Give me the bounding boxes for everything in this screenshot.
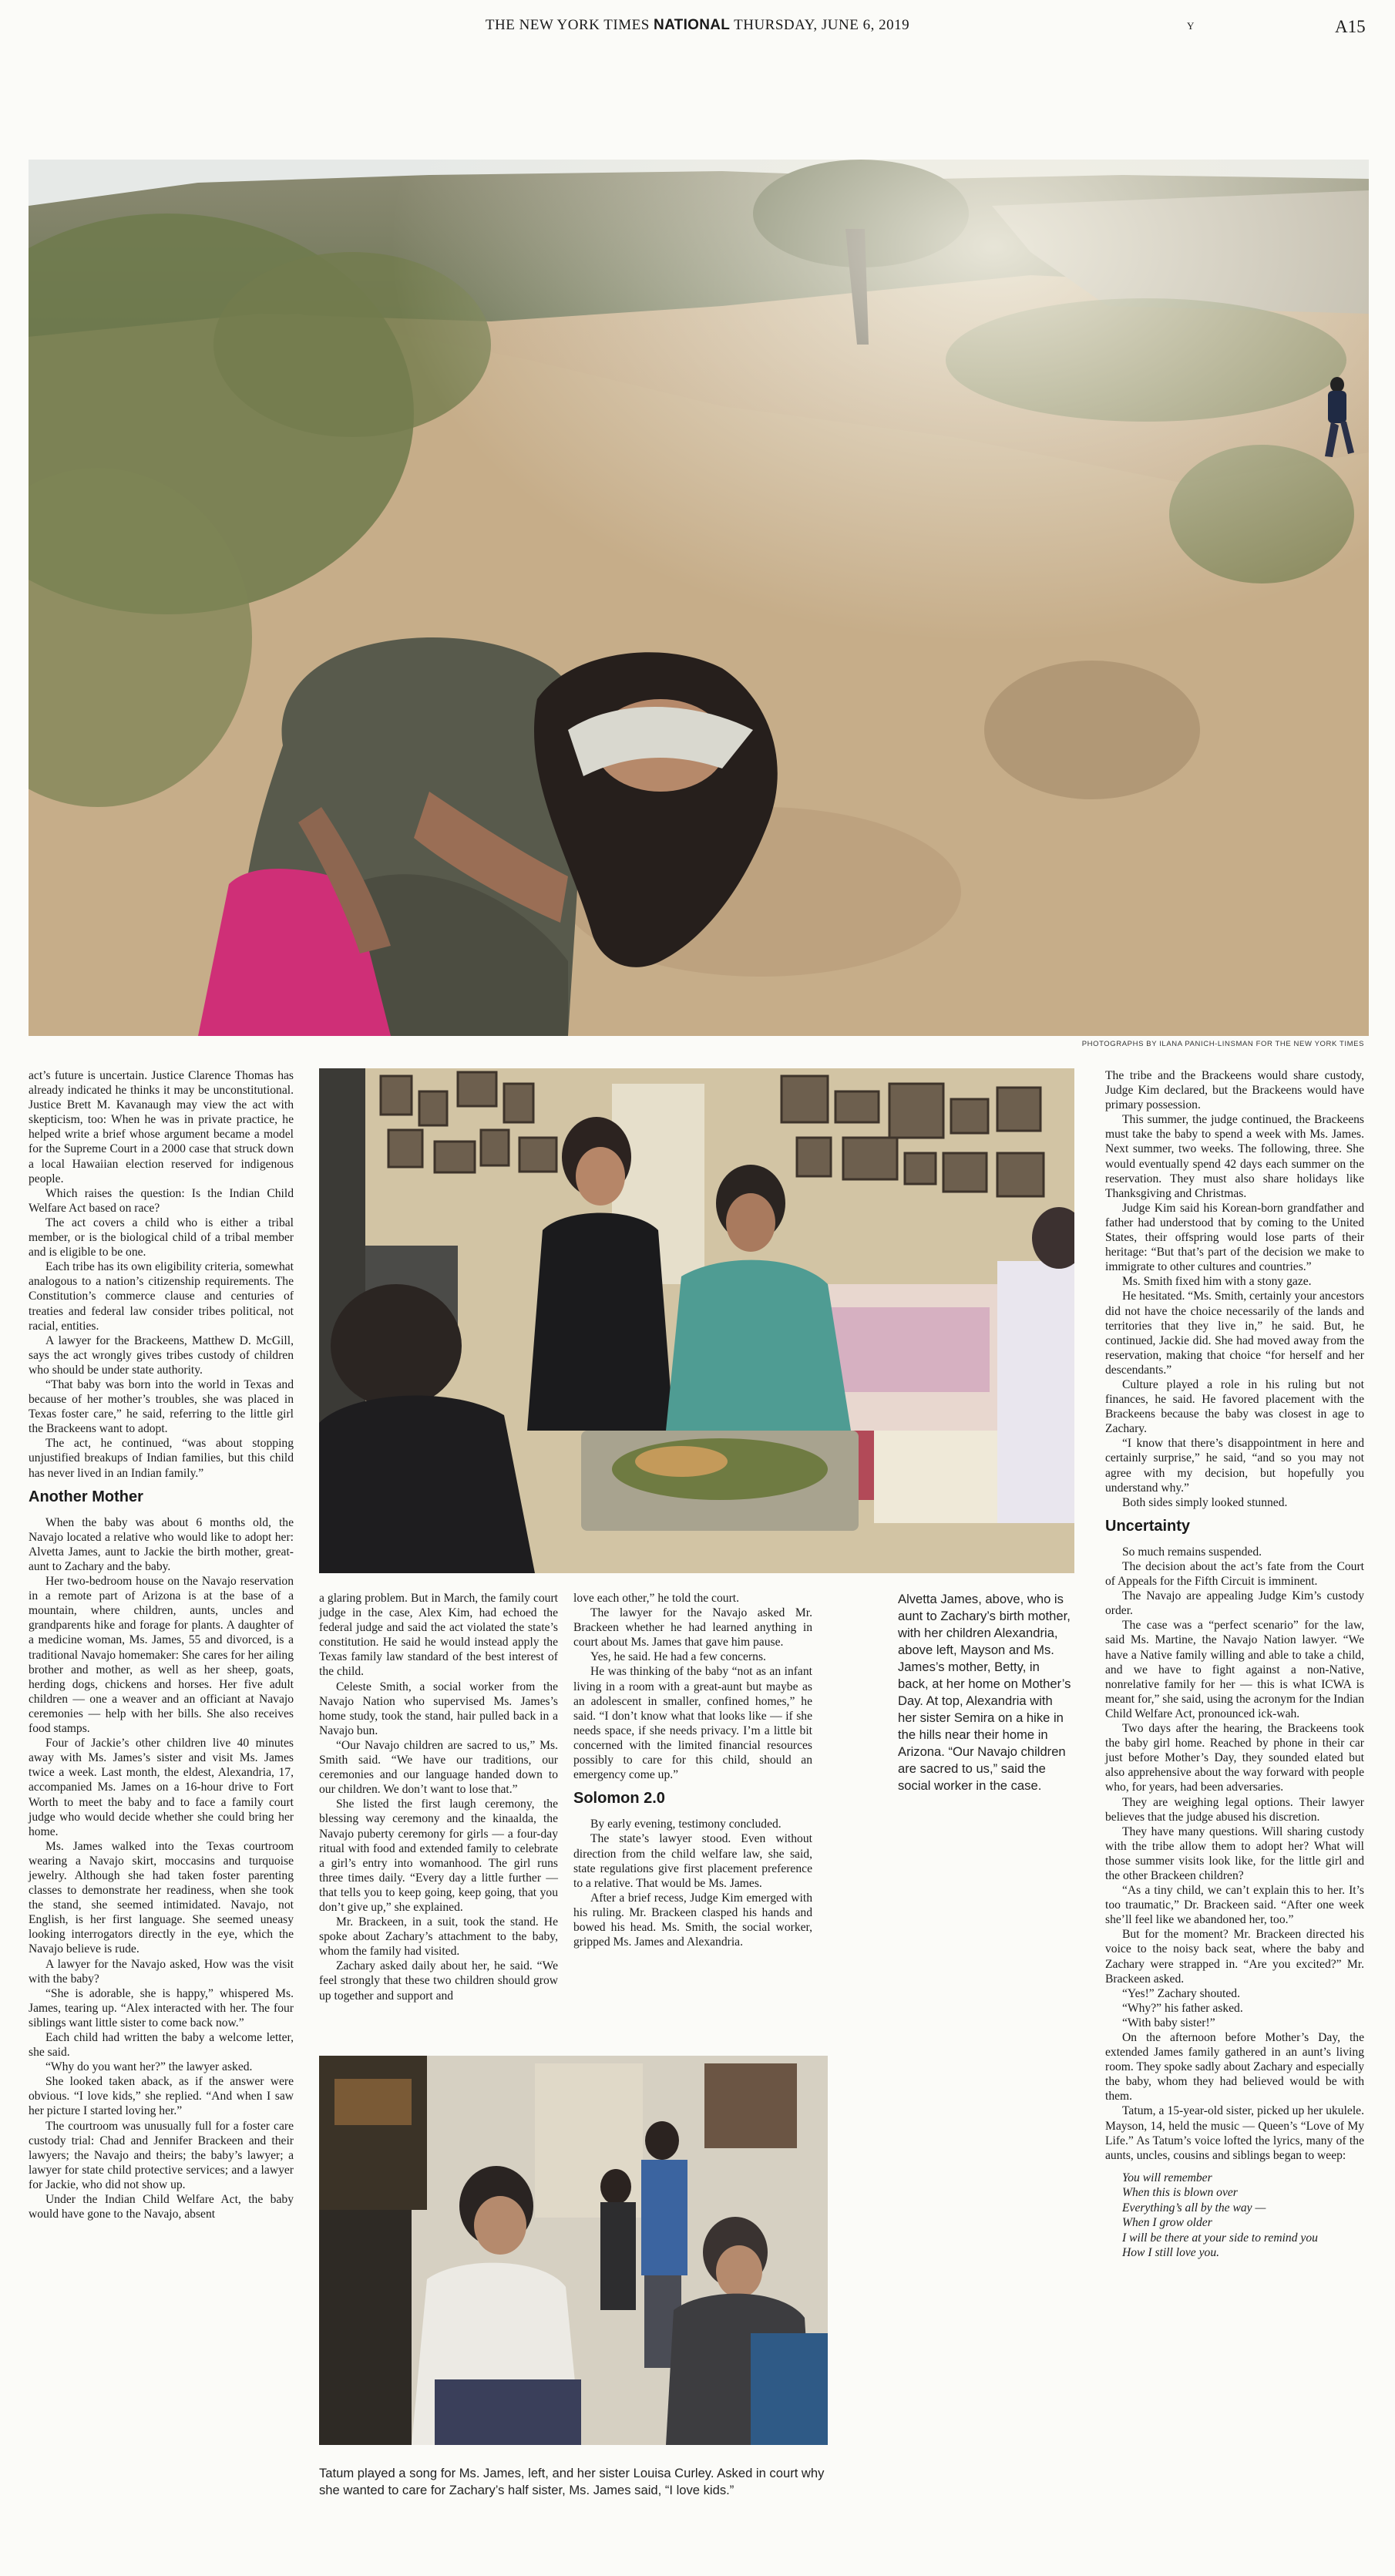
- paragraph: The tribe and the Brackeens would share custody, Judge Kim declared, but the Brackeens would have primary possession.: [1105, 1069, 1364, 1112]
- photo-credit: PHOTOGRAPHS BY ILANA PANICH-LINSMAN FOR THE NEW YORK TIMES: [1081, 1040, 1364, 1048]
- paragraph: A lawyer for the Brackeens, Matthew D. McGill, says the act wrongly gives tribes custody of children who should be under state authority.: [29, 1333, 294, 1377]
- article-column-1: [29, 1068, 294, 2221]
- paragraph: He hesitated. “Ms. Smith, certainly your ancestors did not have the choice necessarily of the lands and territories that they live in,” he said. But, he continued, Jackie did. She had moved away from the reservation, making that choice “for herself and her descendants.”: [1105, 1290, 1364, 1377]
- paragraph: So much remains suspended.: [1122, 1545, 1262, 1559]
- paragraph: Which raises the question: Is the Indian Child Welfare Act based on race?: [29, 1186, 294, 1215]
- paragraph: Culture played a role in his ruling but not finances, he said. He favored placement with the Brackeens because the baby was closest in age to Zachary.: [1105, 1377, 1364, 1436]
- paragraph: “I know that there’s disappointment in here and certainly surprise,” he said, “and so you may not agree with my decision, but hopefully you understand why.”: [1105, 1437, 1364, 1495]
- paragraph: Tatum, a 15-year-old sister, picked up her ukulele. Mayson, 14, held the music — Queen’s “Love of My Life.” As Tatum’s voice lofted the lyrics, many of the aunts, uncles, cousins and siblings began to weep:: [1105, 2104, 1364, 2162]
- masthead-line: [0, 17, 1395, 34]
- paragraph: The decision about the act’s fate from the Court of Appeals for the Fifth Circuit is imminent.: [1105, 1560, 1364, 1589]
- paragraph: He was thinking of the baby “not as an infant living in a room with a great-aunt but maybe as an adolescent in smaller, confined homes,” he said. “I don’t know what that looks like — if she needs space, if she needs privacy. I’m a little bit concerned with the limited financial resources possibly to care for this child, should an emergency come up.”: [573, 1665, 812, 1782]
- photo-family-mothers-day: [319, 1068, 1074, 1573]
- paragraph: Each tribe has its own eligibility criteria, somewhat analogous to a nation’s citizenship requirements. The Constitution’s commerce clause and centuries of treaties and federal law consider tribes political, not racial, entities.: [29, 1260, 294, 1333]
- paragraph: After a brief recess, Judge Kim emerged with his ruling. Mr. Brackeen clasped his hands and bowed his head. Ms. Smith, the social worker, gripped Ms. James and Alexandria.: [573, 1891, 812, 1949]
- lyric-line: Everything’s all by the way —: [1122, 2201, 1266, 2214]
- masthead-edition-mark: Y: [1187, 20, 1195, 32]
- paragraph: Two days after the hearing, the Brackeens took the baby girl home. Reached by phone in their car just before Mother’s Day, they sounded elated but also apprehensive about the way forward with people who, for years, had been adversaries.: [1105, 1722, 1364, 1794]
- paragraph: Ms. Smith fixed him with a stony gaze.: [1122, 1275, 1312, 1289]
- lyric-line: I will be there at your side to remind you: [1122, 2231, 1318, 2245]
- paragraph: love each other,” he told the court.: [573, 1592, 740, 1605]
- paragraph: Yes, he said. He had a few concerns.: [590, 1650, 766, 1664]
- paragraph: a glaring problem. But in March, the family court judge in the case, Alex Kim, had echoed the federal judge and said the act violated the state’s constitution. He said he would instead apply the Texas family law standard of the best interest of the child.: [319, 1592, 558, 1679]
- paragraph: “Our Navajo children are sacred to us,” Ms. Smith said. “We have our traditions, our ceremonies and our language handed down to our children. We don’t want to lose that.”: [319, 1738, 558, 1797]
- masthead-section: NATIONAL: [654, 17, 731, 33]
- photo-ukulele-song: [319, 2056, 828, 2445]
- page-number: A15: [1335, 17, 1366, 36]
- paragraph: They have many questions. Will sharing custody with the tribe allow them to adopt her? What will those summer visits look like, for the little girl and the other Brackeen children?: [1105, 1824, 1364, 1882]
- hero-photo-hug: [29, 160, 1369, 1036]
- subhead-another-mother: Another Mother: [29, 1488, 143, 1505]
- subhead-uncertainty: Uncertainty: [1105, 1517, 1191, 1535]
- paragraph: Both sides simply looked stunned.: [1122, 1495, 1288, 1509]
- masthead-paper: THE NEW YORK TIMES: [485, 17, 650, 33]
- paragraph: By early evening, testimony concluded.: [590, 1818, 782, 1831]
- paragraph: The case was a “perfect scenario” for the law, said Ms. Martine, the Navajo Nation lawyer. “We have a Native family willing and able to take a child, and we have to fight against a non-Native, nonrelative family for her — this is what ICWA is meant for,” she said, using the acronym for the Indian Child Welfare Act, pronounced ick-wah.: [1105, 1619, 1364, 1720]
- article-column-2: [319, 1591, 558, 2003]
- paragraph: “With baby sister!”: [1122, 2016, 1215, 2030]
- paragraph: act’s future is uncertain. Justice Clarence Thomas has already indicated he thinks it may be unconstitutional. Justice Brett M. Kavanaugh may view the act with skepticism, too: When he was in private practice, he helped write a brief whose argument became a model for the Supreme Court in a 2000 case that struck down a local Hawaiian election reserved for indigenous people.: [29, 1069, 294, 1185]
- lyric-line: When this is blown over: [1122, 2186, 1238, 2200]
- paragraph: This summer, the judge continued, the Brackeens must take the baby to spend a week with Ms. James. Next summer, two weeks. The following, three. She would eventually spend 42 days each summer on the reservation. They must also share holidays like Thanksgiving and Christmas.: [1105, 1113, 1364, 1200]
- paragraph: The lawyer for the Navajo asked Mr. Brackeen whether he had learned anything in court about Ms. James that gave him pause.: [573, 1606, 812, 1650]
- masthead-date: THURSDAY, JUNE 6, 2019: [734, 17, 910, 33]
- article-column-3: [573, 1591, 812, 1949]
- paragraph: The act, he continued, “was about stopping unjustified breakups of Indian families, but this child has never lived in an Indian family.”: [29, 1437, 294, 1480]
- paragraph: The courtroom was unusually full for a foster care custody trial: Chad and Jennifer Brackeen and their lawyers; the Navajo and theirs; the baby’s lawyer; a lawyer for state child protective services; and a lawyer for Jackie, who did not show up.: [29, 2119, 294, 2191]
- paragraph: Mr. Brackeen, in a suit, took the stand. He spoke about Zachary’s attachment to the baby, whom the family had visited.: [319, 1915, 558, 1959]
- lyric-line: How I still love you.: [1122, 2246, 1220, 2260]
- paragraph: Celeste Smith, a social worker from the Navajo Nation who supervised Ms. James’s home study, took the stand, hair pulled back in a Navajo bun.: [319, 1680, 558, 1737]
- paragraph: Under the Indian Child Welfare Act, the baby would have gone to the Navajo, absent: [29, 2193, 294, 2221]
- lyric-line: You will remember: [1122, 2171, 1212, 2184]
- subhead-solomon: Solomon 2.0: [573, 1790, 665, 1808]
- paragraph: Zachary asked daily about her, he said. “We feel strongly that these two children should grow up together and support and: [319, 1959, 558, 2003]
- paragraph: She looked taken aback, as if the answer were obvious. “I love kids,” she replied. “And when I saw her picture I started loving her.”: [29, 2075, 294, 2118]
- paragraph: The Navajo are appealing Judge Kim’s custody order.: [1105, 1589, 1364, 1618]
- paragraph: Her two-bedroom house on the Navajo reservation in a remote part of Arizona is at the base of a mountain, where children, aunts, uncles and grandparents hike and forage for plants. A daughter of a medicine woman, Ms. James, 55 and divorced, is a traditional Navajo homemaker: She cares for her ailing brother and mother, as well as her sheep, goats, herding dogs, chickens and horses. Her five adult children — one a weaver and an officiant at Navajo ceremonies — help with her bills. She also receives food stamps.: [29, 1575, 294, 1736]
- paragraph: When the baby was about 6 months old, the Navajo located a relative who would like to adopt her: Alvetta James, aunt to Jackie the birth mother, great-aunt to Zachary and the baby.: [29, 1515, 294, 1573]
- side-photo-caption: Alvetta James, above, who is aunt to Zachary’s birth mother, with her children Alexandria, above left, Mayson and Ms. James’s mother, Betty, in back, at her home on Mother’s Day. At top, Alexandria with her sister Semira on a hike in the hills near their home in Arizona. “Our Navajo children are sacred to us,” said the social worker in the case.: [898, 1592, 1071, 1793]
- paragraph: “That baby was born into the world in Texas and because of her mother’s troubles, she was placed in Texas foster care,” he said, referring to the little girl the Brackeens want to adopt.: [29, 1377, 294, 1436]
- paragraph: Ms. James walked into the Texas courtroom wearing a Navajo skirt, moccasins and turquoise jewelry. Although she had taken foster parenting classes to demonstrate her readiness, when she took the stand, she seemed intimidated. Navajo, not English, is her first language. She seemed uneasy looking interrogators directly in the eye, which the Navajo believe is rude.: [29, 1839, 294, 1956]
- paragraph: But for the moment? Mr. Brackeen directed his voice to the noisy back seat, where the baby and Zachary were strapped in. “Are you excited?” Mr. Brackeen asked.: [1105, 1928, 1364, 1986]
- paragraph: She listed the first laugh ceremony, the blessing way ceremony and the kinaalda, the Navajo puberty ceremony for girls — a four-day ritual with food and extended family to celebrate a girl’s entry into womanhood. The girl runs three times daily. “Every day a little further — that tells you to keep going, keep going, that you don’t give up,” she explained.: [319, 1797, 558, 1914]
- paragraph: “Why?” his father asked.: [1122, 2001, 1243, 2015]
- paragraph: The act covers a child who is either a tribal member, or is the biological child of a tribal member and is eligible to be one.: [29, 1216, 294, 1259]
- paragraph: Judge Kim said his Korean-born grandfather and father had understood that by coming to the United States, their offspring would lose parts of their heritage: “But that’s part of the decision we make to immigrate to other cultures and countries.”: [1105, 1201, 1364, 1274]
- paragraph: The state’s lawyer stood. Even without direction from the child welfare law, she said, state regulations give first placement preference to a relative. That would be Ms. James.: [573, 1832, 812, 1890]
- paragraph: Four of Jackie’s other children live 40 minutes away with Ms. James’s sister and visit Ms. James twice a week. Last month, the eldest, Alexandria, 17, accompanied Ms. James on a 16-hour drive to Fort Worth to meet the baby and to face a family court judge who would decide whether she could bring her home.: [29, 1737, 294, 1838]
- bottom-photo-caption: Tatum played a song for Ms. James, left, and her sister Louisa Curley. Asked in court why she wanted to care for Zachary’s half sister, Ms. James said, “I love kids.”: [319, 2466, 825, 2497]
- masthead: [0, 17, 1395, 40]
- paragraph: “She is adorable, she is happy,” whispered Ms. James, tearing up. “Alex interacted with her. The four siblings want little sister to come back now.”: [29, 1986, 294, 2030]
- paragraph: A lawyer for the Navajo asked, How was the visit with the baby?: [29, 1957, 294, 1986]
- lyric-line: When I grow older: [1122, 2216, 1212, 2230]
- paragraph: “As a tiny child, we can’t explain this to her. It’s too traumatic,” Dr. Brackeen said. “After one week she’ll feel like we abandoned her, too.”: [1105, 1884, 1364, 1927]
- paragraph: “Yes!” Zachary shouted.: [1122, 1986, 1241, 2000]
- song-lyrics: [1122, 2171, 1364, 2261]
- article-column-4: [1105, 1068, 1364, 2261]
- paragraph: Each child had written the baby a welcome letter, she said.: [29, 2031, 294, 2060]
- paragraph: They are weighing legal options. Their lawyer believes that the judge abused his discretion.: [1105, 1795, 1364, 1824]
- paragraph: “Why do you want her?” the lawyer asked.: [45, 2060, 253, 2074]
- paragraph: On the afternoon before Mother’s Day, the extended James family gathered in an aunt’s living room. They spoke sadly about Zachary and especially the baby, whom they had believed would be with them.: [1105, 2031, 1364, 2104]
